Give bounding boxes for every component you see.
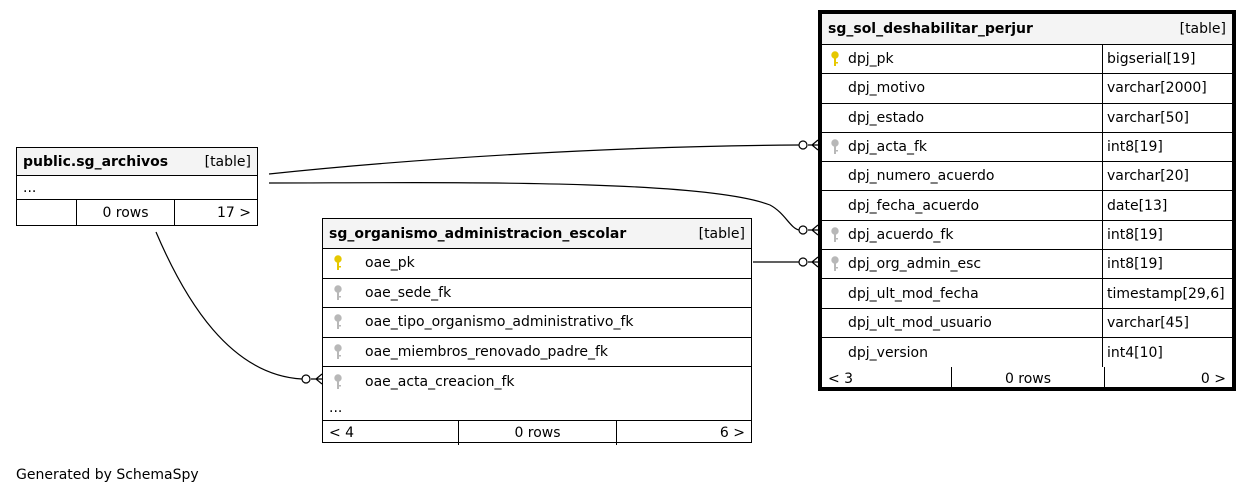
- table-footer: [323, 421, 751, 445]
- table-row[interactable]: [323, 308, 751, 338]
- column-cell: [822, 191, 1102, 219]
- table-row[interactable]: [822, 338, 1232, 367]
- table-row[interactable]: [822, 45, 1232, 74]
- table-kind: [table]: [204, 153, 251, 170]
- ellipsis-text: ...: [329, 400, 343, 416]
- column-type: varchar[50]: [1102, 104, 1232, 132]
- table-kind: [table]: [1179, 21, 1226, 37]
- footer-parents[interactable]: < 3: [822, 367, 952, 391]
- footer-row-count: 0 rows: [952, 367, 1105, 391]
- ellipsis-row: [17, 176, 257, 200]
- table-row[interactable]: [822, 221, 1232, 250]
- column-name: dpj_ult_mod_fecha: [848, 285, 979, 302]
- table-sg-archivos[interactable]: [16, 147, 258, 226]
- column-name: dpj_numero_acuerdo: [848, 168, 995, 185]
- column-cell: [822, 309, 1102, 337]
- column-cell: [822, 104, 1102, 132]
- column-name: dpj_ult_mod_usuario: [848, 314, 992, 331]
- column-type: timestamp[29,6]: [1102, 279, 1232, 307]
- column-name: dpj_estado: [848, 109, 925, 126]
- foreign-key-icon: [331, 343, 345, 361]
- column-cell: [323, 338, 608, 367]
- table-row[interactable]: [323, 367, 751, 397]
- column-name: dpj_version: [848, 344, 928, 361]
- column-type: int8[19]: [1102, 133, 1232, 161]
- column-cell: [822, 279, 1102, 307]
- column-name: oae_tipo_organismo_administrativo_fk: [365, 314, 634, 331]
- column-type: int8[19]: [1102, 221, 1232, 249]
- ellipsis-text: ...: [23, 179, 37, 196]
- column-cell: [822, 45, 1102, 73]
- column-name: oae_acta_creacion_fk: [365, 373, 515, 390]
- edge-archivos-dpj-acta-fk: [269, 145, 799, 174]
- column-name: oae_miembros_renovado_padre_fk: [365, 343, 608, 360]
- table-row[interactable]: [822, 104, 1232, 133]
- table-header: [17, 148, 257, 176]
- primary-key-icon: [828, 50, 842, 68]
- column-name: dpj_acuerdo_fk: [848, 226, 954, 243]
- column-cell: [822, 338, 1102, 367]
- footer-children[interactable]: 17 >: [217, 204, 251, 221]
- column-name: dpj_acta_fk: [848, 139, 928, 156]
- foreign-key-icon: [828, 138, 842, 156]
- footer-row-count: 0 rows: [77, 200, 175, 225]
- column-name: oae_sede_fk: [365, 284, 452, 301]
- column-type: date[13]: [1102, 191, 1232, 219]
- column-cell: [323, 308, 634, 337]
- foreign-key-icon: [331, 313, 345, 331]
- table-name: public.sg_archivos: [23, 153, 169, 170]
- column-cell: [822, 250, 1102, 278]
- column-type: bigserial[19]: [1102, 45, 1232, 73]
- footer-children[interactable]: 0 >: [1200, 371, 1226, 388]
- column-type: int8[19]: [1102, 250, 1232, 278]
- table-sg-sol-deshabilitar-perjur[interactable]: [818, 10, 1236, 391]
- footer-children[interactable]: 6 >: [719, 424, 745, 441]
- table-row[interactable]: [323, 249, 751, 279]
- table-row[interactable]: [822, 191, 1232, 220]
- table-row[interactable]: [822, 74, 1232, 103]
- table-row[interactable]: [323, 338, 751, 368]
- ellipsis-row: [323, 397, 751, 421]
- footer-parents[interactable]: [17, 200, 77, 225]
- foreign-key-icon: [828, 226, 842, 244]
- table-row[interactable]: [323, 279, 751, 309]
- primary-key-icon: [331, 254, 345, 272]
- table-header: [822, 14, 1232, 45]
- column-cell: [822, 133, 1102, 161]
- column-cell: [822, 162, 1102, 190]
- table-footer: [17, 200, 257, 225]
- column-name: oae_pk: [365, 255, 415, 272]
- footer-row-count: 0 rows: [459, 421, 617, 445]
- foreign-key-icon: [828, 255, 842, 273]
- column-name: dpj_fecha_acuerdo: [848, 197, 980, 214]
- foreign-key-icon: [331, 373, 345, 391]
- column-type: int4[10]: [1102, 338, 1232, 367]
- column-name: dpj_org_admin_esc: [848, 256, 982, 273]
- table-row[interactable]: [822, 250, 1232, 279]
- footer-parents[interactable]: < 4: [323, 421, 459, 445]
- table-name: sg_sol_deshabilitar_perjur: [828, 21, 1033, 37]
- column-type: varchar[45]: [1102, 309, 1232, 337]
- table-header: [323, 219, 751, 249]
- column-cell: [323, 249, 415, 278]
- table-row[interactable]: [822, 309, 1232, 338]
- edge-archivos-oae-acta-creacion-fk: [156, 232, 302, 379]
- table-kind: [table]: [698, 225, 745, 242]
- column-cell: [822, 221, 1102, 249]
- column-cell: [822, 74, 1102, 102]
- column-name: dpj_motivo: [848, 80, 926, 97]
- column-type: varchar[2000]: [1102, 74, 1232, 102]
- column-cell: [323, 279, 451, 308]
- generated-by-label: Generated by SchemaSpy: [16, 467, 199, 483]
- table-sg-organismo-administracion-escolar[interactable]: [322, 218, 752, 443]
- table-row[interactable]: [822, 162, 1232, 191]
- column-cell: [323, 367, 515, 397]
- column-type: varchar[20]: [1102, 162, 1232, 190]
- table-row[interactable]: [822, 133, 1232, 162]
- column-name: dpj_pk: [848, 51, 894, 68]
- table-row[interactable]: [822, 279, 1232, 308]
- foreign-key-icon: [331, 284, 345, 302]
- table-name: sg_organismo_administracion_escolar: [329, 225, 627, 242]
- table-footer: [822, 367, 1232, 391]
